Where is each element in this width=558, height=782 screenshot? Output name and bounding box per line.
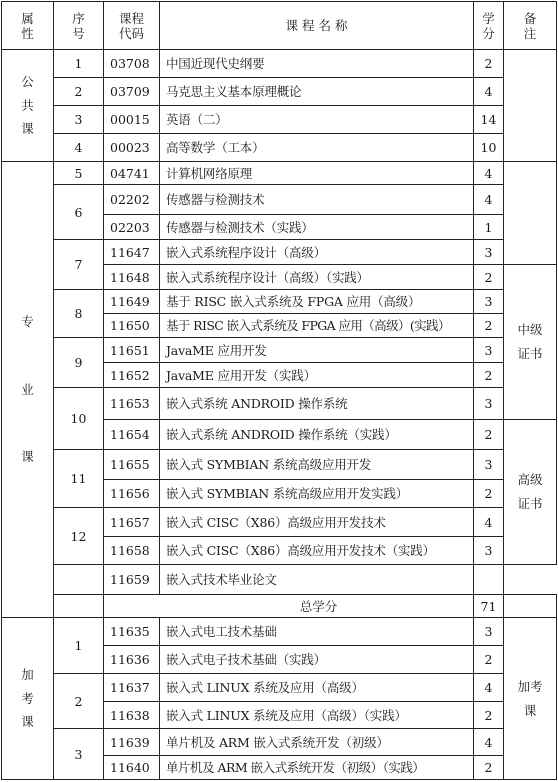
code-cell: 11657 [104, 508, 160, 537]
note-extra: 加考 课 [504, 618, 557, 780]
seq-cell: 11 [54, 450, 104, 508]
header-code: 课程 代码 [104, 2, 160, 50]
seq-cell: 5 [54, 162, 104, 185]
header-row [2, 2, 557, 50]
credit-cell: 3 [474, 618, 504, 646]
credit-cell: 1 [474, 215, 504, 240]
code-cell: 00015 [104, 106, 160, 134]
seq-cell: 3 [54, 106, 104, 134]
code-cell: 11651 [104, 338, 160, 363]
name-cell: 传感器与检测技术 [160, 185, 474, 215]
name-cell: 嵌入式电工技术基础 [160, 618, 474, 646]
credit-cell: 2 [474, 756, 504, 780]
table-row [2, 78, 557, 106]
credit-cell: 3 [474, 537, 504, 565]
credit-cell: 2 [474, 50, 504, 78]
name-cell: 基于 RISC 嵌入式系统及 FPGA 应用（高级） [160, 290, 474, 314]
seq-cell: 3 [54, 729, 104, 780]
table-row [2, 618, 557, 646]
seq-cell: 9 [54, 338, 104, 388]
code-cell: 04741 [104, 162, 160, 185]
total-row [2, 595, 557, 618]
credit-cell: 4 [474, 674, 504, 702]
seq-cell: 7 [54, 240, 104, 290]
table-row [2, 162, 557, 185]
credit-cell [474, 565, 504, 595]
code-cell: 11635 [104, 618, 160, 646]
seq-cell: 1 [54, 618, 104, 674]
code-cell: 11652 [104, 363, 160, 388]
seq-cell: 10 [54, 388, 104, 450]
code-cell: 11648 [104, 265, 160, 290]
code-cell: 11638 [104, 702, 160, 729]
code-cell: 11654 [104, 420, 160, 450]
credit-cell: 3 [474, 240, 504, 265]
seq-cell: 6 [54, 185, 104, 240]
group-extra: 加 考 课 [2, 618, 54, 780]
seq-cell: 4 [54, 134, 104, 162]
name-cell: 嵌入式 SYMBIAN 系统高级应用开发 [160, 450, 474, 480]
table-row [2, 338, 557, 363]
table-row [2, 50, 557, 78]
group-major: 专 业 课 [2, 162, 54, 618]
name-cell: 嵌入式 SYMBIAN 系统高级应用开发实践） [160, 480, 474, 508]
name-cell: 嵌入式 LINUX 系统及应用（高级）（实践） [160, 702, 474, 729]
credit-cell: 4 [474, 185, 504, 215]
seq-cell: 12 [54, 508, 104, 565]
name-cell: 单片机及 ARM 嵌入式系统开发（初级） [160, 729, 474, 756]
group-public: 公 共 课 [2, 50, 54, 162]
credit-cell: 14 [474, 106, 504, 134]
name-cell: 嵌入式 CISC（X86）高级应用开发技术 [160, 508, 474, 537]
note-cell-public [504, 50, 557, 162]
code-cell: 11649 [104, 290, 160, 314]
code-cell: 11659 [104, 565, 160, 595]
name-cell: 嵌入式 CISC（X86）高级应用开发技术（实践） [160, 537, 474, 565]
code-cell: 11639 [104, 729, 160, 756]
code-cell: 11640 [104, 756, 160, 780]
header-note: 备 注 [504, 2, 557, 50]
code-cell: 11655 [104, 450, 160, 480]
name-cell: 单片机及 ARM 嵌入式系统开发（初级）（实践） [160, 756, 474, 780]
name-cell: JavaME 应用开发 [160, 338, 474, 363]
code-cell: 11637 [104, 674, 160, 702]
name-cell: 马克思主义基本原理概论 [160, 78, 474, 106]
code-cell: 03708 [104, 50, 160, 78]
seq-cell [54, 565, 104, 595]
code-cell: 00023 [104, 134, 160, 162]
name-cell: 嵌入式系统程序设计（高级）（实践） [160, 265, 474, 290]
code-cell: 11647 [104, 240, 160, 265]
credit-cell: 2 [474, 314, 504, 338]
credit-cell: 4 [474, 508, 504, 537]
course-table [1, 1, 557, 780]
note-cell-empty [504, 162, 557, 265]
credit-cell: 10 [474, 134, 504, 162]
note-mid-cert: 中级 证书 [504, 265, 557, 420]
credit-cell: 4 [474, 78, 504, 106]
table-row [2, 729, 557, 756]
total-label: 总学分 [104, 595, 474, 618]
credit-cell: 2 [474, 265, 504, 290]
name-cell: 高等数学（工本） [160, 134, 474, 162]
name-cell: 嵌入式 LINUX 系统及应用（高级） [160, 674, 474, 702]
total-seq-empty [54, 595, 104, 618]
code-cell: 11636 [104, 646, 160, 674]
name-cell: 嵌入式系统程序设计（高级） [160, 240, 474, 265]
seq-cell: 2 [54, 674, 104, 729]
credit-cell: 4 [474, 162, 504, 185]
credit-cell: 2 [474, 702, 504, 729]
name-cell: 嵌入式系统 ANDROID 操作系统（实践） [160, 420, 474, 450]
code-cell: 11650 [104, 314, 160, 338]
name-cell: 基于 RISC 嵌入式系统及 FPGA 应用（高级）(实践） [160, 314, 474, 338]
credit-cell: 4 [474, 729, 504, 756]
header-name: 课 程 名 称 [160, 2, 474, 50]
name-cell: 中国近现代史纲要 [160, 50, 474, 78]
code-cell: 11658 [104, 537, 160, 565]
credit-cell: 3 [474, 338, 504, 363]
code-cell: 03709 [104, 78, 160, 106]
code-cell: 02202 [104, 185, 160, 215]
credit-cell: 3 [474, 290, 504, 314]
seq-cell: 1 [54, 50, 104, 78]
name-cell: 嵌入式系统 ANDROID 操作系统 [160, 388, 474, 420]
seq-cell: 2 [54, 78, 104, 106]
header-credit: 学 分 [474, 2, 504, 50]
total-note-empty [504, 595, 557, 618]
table-row [2, 240, 557, 265]
credit-cell: 2 [474, 420, 504, 450]
name-cell: 英语（二） [160, 106, 474, 134]
code-cell: 11656 [104, 480, 160, 508]
credit-cell: 2 [474, 480, 504, 508]
total-value: 71 [474, 595, 504, 618]
name-cell: JavaME 应用开发（实践） [160, 363, 474, 388]
name-cell: 计算机网络原理 [160, 162, 474, 185]
code-cell: 02203 [104, 215, 160, 240]
credit-cell: 3 [474, 388, 504, 420]
credit-cell: 2 [474, 363, 504, 388]
name-cell: 嵌入式电子技术基础（实践） [160, 646, 474, 674]
table-row [2, 674, 557, 702]
table-row [2, 290, 557, 314]
code-cell: 11653 [104, 388, 160, 420]
name-cell: 嵌入式技术毕业论文 [160, 565, 474, 595]
header-seq: 序 号 [54, 2, 104, 50]
table-row [2, 508, 557, 537]
name-cell: 传感器与检测技术（实践） [160, 215, 474, 240]
table-row [2, 450, 557, 480]
table-row [2, 565, 557, 595]
seq-cell: 8 [54, 290, 104, 338]
table-row [2, 106, 557, 134]
note-high-cert: 高级 证书 [504, 420, 557, 565]
table-row [2, 388, 557, 420]
table-row [2, 134, 557, 162]
table-row [2, 185, 557, 215]
credit-cell: 2 [474, 646, 504, 674]
header-attr: 属 性 [2, 2, 54, 50]
credit-cell: 3 [474, 450, 504, 480]
